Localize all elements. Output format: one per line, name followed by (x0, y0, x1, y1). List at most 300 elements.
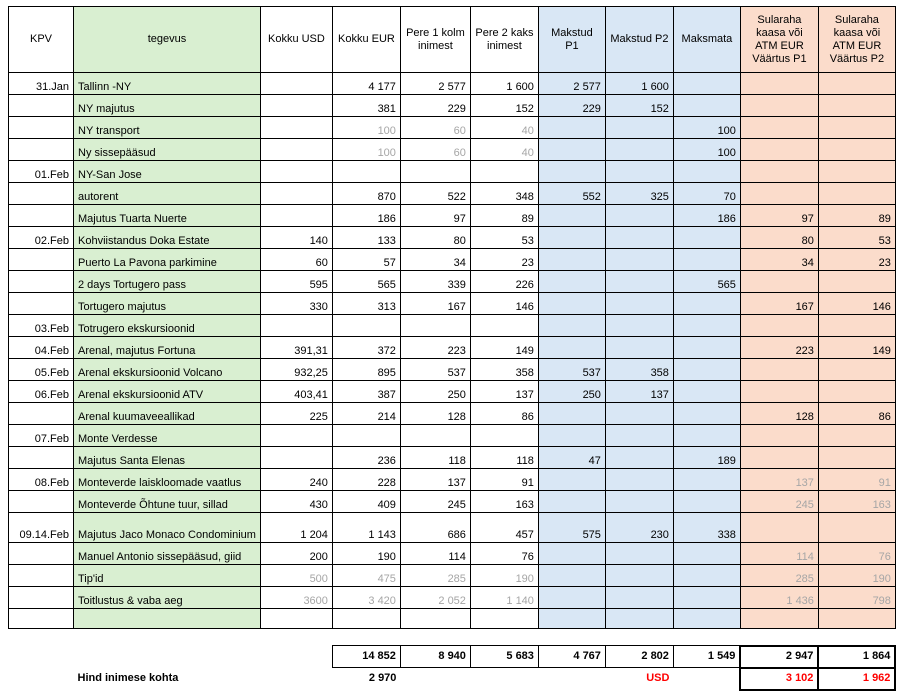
cell-p1[interactable]: 97 (400, 205, 470, 227)
cell-mp1[interactable] (538, 543, 605, 565)
cell-maksmata[interactable] (673, 609, 740, 629)
cell-sp2[interactable] (818, 95, 895, 117)
cell-eur[interactable]: 475 (332, 565, 400, 587)
cell-mp1[interactable] (538, 161, 605, 183)
cell-p2[interactable]: 358 (470, 359, 538, 381)
cell-eur[interactable]: 186 (332, 205, 400, 227)
cell-sp1[interactable]: 137 (740, 469, 818, 491)
cell-p2[interactable] (470, 425, 538, 447)
cell-maksmata[interactable] (673, 293, 740, 315)
cell-tegevus[interactable]: 2 days Tortugero pass (74, 271, 261, 293)
cell-p2[interactable]: 76 (470, 543, 538, 565)
cell-mp1[interactable]: 537 (538, 359, 605, 381)
cell-tegevus[interactable]: Manuel Antonio sissepääsud, giid (74, 543, 261, 565)
cell-sp1[interactable] (740, 139, 818, 161)
cell-tegevus[interactable]: Majutus Jaco Monaco Condominium (74, 513, 261, 543)
total-pere1[interactable]: 8 940 (400, 646, 470, 668)
cell-sp2[interactable] (818, 117, 895, 139)
cell-sp1[interactable] (740, 117, 818, 139)
cell-p1[interactable]: 128 (400, 403, 470, 425)
cell-mp2[interactable]: 152 (605, 95, 673, 117)
cell-eur[interactable]: 3 420 (332, 587, 400, 609)
header-kokku-usd[interactable]: Kokku USD (260, 7, 332, 73)
cell-usd[interactable]: 240 (260, 469, 332, 491)
cell-usd[interactable] (260, 447, 332, 469)
cell-sp2[interactable]: 91 (818, 469, 895, 491)
cell-kpv[interactable]: 05.Feb (9, 359, 74, 381)
cell-mp2[interactable] (605, 249, 673, 271)
cell-mp1[interactable] (538, 609, 605, 629)
cell-mp1[interactable]: 47 (538, 447, 605, 469)
cell-kpv[interactable] (9, 587, 74, 609)
cell-eur[interactable]: 1 143 (332, 513, 400, 543)
cell-mp1[interactable] (538, 293, 605, 315)
cell-eur[interactable] (332, 161, 400, 183)
cell-sp1[interactable] (740, 513, 818, 543)
cell-usd[interactable]: 1 204 (260, 513, 332, 543)
cell-usd[interactable]: 330 (260, 293, 332, 315)
cell-maksmata[interactable] (673, 73, 740, 95)
cell-p1[interactable]: 245 (400, 491, 470, 513)
cell-sp1[interactable]: 114 (740, 543, 818, 565)
cell-mp2[interactable] (605, 117, 673, 139)
cell-p1[interactable]: 34 (400, 249, 470, 271)
cell-mp2[interactable] (605, 565, 673, 587)
cell-maksmata[interactable] (673, 425, 740, 447)
cell-kpv[interactable]: 08.Feb (9, 469, 74, 491)
cell-kpv[interactable] (9, 183, 74, 205)
cell-kpv[interactable] (9, 139, 74, 161)
cell-eur[interactable]: 372 (332, 337, 400, 359)
cell-sp2[interactable] (818, 315, 895, 337)
cell-mp2[interactable] (605, 587, 673, 609)
cell-p2[interactable]: 40 (470, 117, 538, 139)
cell-usd[interactable]: 932,25 (260, 359, 332, 381)
cell-sp1[interactable] (740, 315, 818, 337)
cell-sp1[interactable] (740, 447, 818, 469)
cell-sp2[interactable] (818, 139, 895, 161)
header-makstud-p2[interactable]: Makstud P2 (605, 7, 673, 73)
cell-sp1[interactable]: 97 (740, 205, 818, 227)
cell-sp1[interactable]: 167 (740, 293, 818, 315)
cell-p2[interactable]: 23 (470, 249, 538, 271)
cell-sp2[interactable]: 190 (818, 565, 895, 587)
cell-usd[interactable] (260, 73, 332, 95)
cell-eur[interactable] (332, 425, 400, 447)
cell-mp1[interactable]: 552 (538, 183, 605, 205)
cell-maksmata[interactable] (673, 587, 740, 609)
cell-eur[interactable]: 214 (332, 403, 400, 425)
cell-p2[interactable]: 149 (470, 337, 538, 359)
cell-p2[interactable]: 86 (470, 403, 538, 425)
cell-mp2[interactable] (605, 293, 673, 315)
cell-mp1[interactable] (538, 425, 605, 447)
cell-p1[interactable]: 80 (400, 227, 470, 249)
cell-sp1[interactable]: 34 (740, 249, 818, 271)
cell-eur[interactable]: 895 (332, 359, 400, 381)
cell-mp2[interactable] (605, 161, 673, 183)
cell-kpv[interactable] (9, 293, 74, 315)
cell-mp2[interactable] (605, 543, 673, 565)
cell-p1[interactable]: 114 (400, 543, 470, 565)
total-eur[interactable]: 14 852 (332, 646, 400, 668)
cell-p1[interactable]: 339 (400, 271, 470, 293)
cell-p1[interactable]: 2 052 (400, 587, 470, 609)
header-kpv[interactable]: KPV (9, 7, 74, 73)
cell-sp1[interactable]: 128 (740, 403, 818, 425)
cell-kpv[interactable]: 03.Feb (9, 315, 74, 337)
cell-eur[interactable] (332, 315, 400, 337)
cell-p2[interactable]: 190 (470, 565, 538, 587)
cell-sp1[interactable] (740, 161, 818, 183)
cell-tegevus[interactable]: Arenal kuumaveeallikad (74, 403, 261, 425)
header-sularaha-p1[interactable]: Sularaha kaasa või ATM EUR Väärtus P1 (740, 7, 818, 73)
cell-mp1[interactable] (538, 469, 605, 491)
total-makstud-p1[interactable]: 4 767 (538, 646, 605, 668)
cell-kpv[interactable] (9, 491, 74, 513)
cell-p2[interactable]: 40 (470, 139, 538, 161)
cell-kpv[interactable] (9, 447, 74, 469)
cell-maksmata[interactable]: 70 (673, 183, 740, 205)
cell-tegevus[interactable]: NY majutus (74, 95, 261, 117)
cell-mp1[interactable] (538, 403, 605, 425)
cell-p2[interactable]: 1 600 (470, 73, 538, 95)
cell-tegevus[interactable]: Tortugero majutus (74, 293, 261, 315)
cell-tegevus[interactable]: Puerto La Pavona parkimine (74, 249, 261, 271)
cell-mp1[interactable]: 2 577 (538, 73, 605, 95)
cell-tegevus[interactable]: NY transport (74, 117, 261, 139)
cell-mp2[interactable]: 325 (605, 183, 673, 205)
cell-p1[interactable]: 229 (400, 95, 470, 117)
cell-eur[interactable]: 57 (332, 249, 400, 271)
cell-usd[interactable] (260, 315, 332, 337)
cell-usd[interactable]: 595 (260, 271, 332, 293)
cell-maksmata[interactable] (673, 491, 740, 513)
cell-mp2[interactable] (605, 491, 673, 513)
cell-sp2[interactable]: 76 (818, 543, 895, 565)
cell-p1[interactable]: 223 (400, 337, 470, 359)
cell-mp2[interactable]: 230 (605, 513, 673, 543)
cell-sp1[interactable] (740, 73, 818, 95)
cell-usd[interactable] (260, 139, 332, 161)
header-pere1[interactable]: Pere 1 kolm inimest (400, 7, 470, 73)
cell-p1[interactable]: 60 (400, 117, 470, 139)
cell-p1[interactable] (400, 609, 470, 629)
per-person-sularaha-p2[interactable]: 1 962 (818, 668, 895, 690)
cell-mp1[interactable] (538, 205, 605, 227)
cell-kpv[interactable] (9, 565, 74, 587)
cell-eur[interactable] (332, 609, 400, 629)
cell-sp1[interactable] (740, 425, 818, 447)
cell-tegevus[interactable]: Tip'id (74, 565, 261, 587)
cell-usd[interactable]: 200 (260, 543, 332, 565)
cell-mp2[interactable] (605, 425, 673, 447)
cell-eur[interactable]: 565 (332, 271, 400, 293)
cell-maksmata[interactable]: 100 (673, 139, 740, 161)
cell-mp2[interactable] (605, 227, 673, 249)
cell-eur[interactable]: 190 (332, 543, 400, 565)
cell-mp2[interactable] (605, 337, 673, 359)
cell-eur[interactable]: 870 (332, 183, 400, 205)
header-tegevus[interactable]: tegevus (74, 7, 261, 73)
cell-sp1[interactable] (740, 359, 818, 381)
cell-tegevus[interactable]: NY-San Jose (74, 161, 261, 183)
cell-eur[interactable]: 4 177 (332, 73, 400, 95)
cell-kpv[interactable] (9, 249, 74, 271)
cell-mp1[interactable] (538, 587, 605, 609)
cell-kpv[interactable]: 02.Feb (9, 227, 74, 249)
total-sularaha-p2[interactable]: 1 864 (818, 646, 895, 668)
cell-sp1[interactable] (740, 183, 818, 205)
cell-sp2[interactable]: 89 (818, 205, 895, 227)
cell-maksmata[interactable]: 338 (673, 513, 740, 543)
cell-maksmata[interactable] (673, 403, 740, 425)
cell-mp2[interactable] (605, 139, 673, 161)
totals-row (9, 646, 896, 668)
cell-p1[interactable]: 250 (400, 381, 470, 403)
cell-usd[interactable] (260, 425, 332, 447)
cell-mp2[interactable] (605, 403, 673, 425)
cell-mp1[interactable] (538, 565, 605, 587)
cell-tegevus[interactable]: Kohviistandus Doka Estate (74, 227, 261, 249)
cell-maksmata[interactable] (673, 95, 740, 117)
cell-tegevus[interactable]: Toitlustus & vaba aeg (74, 587, 261, 609)
cell-tegevus[interactable]: Monteverde Õhtune tuur, sillad (74, 491, 261, 513)
cell-usd[interactable]: 60 (260, 249, 332, 271)
cell-sp1[interactable] (740, 609, 818, 629)
cell-p2[interactable] (470, 609, 538, 629)
cell-sp2[interactable]: 86 (818, 403, 895, 425)
cell-kpv[interactable]: 31.Jan (9, 73, 74, 95)
cell-p1[interactable]: 2 577 (400, 73, 470, 95)
cell-maksmata[interactable] (673, 543, 740, 565)
total-pere2[interactable]: 5 683 (470, 646, 538, 668)
cell-tegevus[interactable]: Totrugero ekskursioonid (74, 315, 261, 337)
cell-maksmata[interactable]: 565 (673, 271, 740, 293)
cell-p2[interactable]: 152 (470, 95, 538, 117)
per-person-sularaha-p1[interactable]: 3 102 (740, 668, 818, 690)
cell-kpv[interactable] (9, 403, 74, 425)
cell-usd[interactable]: 3600 (260, 587, 332, 609)
cell-mp1[interactable] (538, 271, 605, 293)
cell-usd[interactable] (260, 609, 332, 629)
cell-mp1[interactable] (538, 337, 605, 359)
cell-usd[interactable] (260, 205, 332, 227)
cell-sp2[interactable] (818, 447, 895, 469)
cell-sp2[interactable] (818, 271, 895, 293)
cell-kpv[interactable]: 09.14.Feb (9, 513, 74, 543)
cell-p2[interactable]: 348 (470, 183, 538, 205)
cell-mp1[interactable] (538, 227, 605, 249)
header-maksmata[interactable]: Maksmata (673, 7, 740, 73)
cell-sp2[interactable] (818, 513, 895, 543)
cell-mp1[interactable]: 575 (538, 513, 605, 543)
cell-sp1[interactable] (740, 381, 818, 403)
cell-tegevus[interactable]: Tallinn -NY (74, 73, 261, 95)
cell-mp2[interactable]: 1 600 (605, 73, 673, 95)
cell-kpv[interactable] (9, 95, 74, 117)
cell-sp2[interactable] (818, 359, 895, 381)
cell-sp2[interactable]: 53 (818, 227, 895, 249)
cell-sp2[interactable] (818, 73, 895, 95)
cell-sp1[interactable]: 1 436 (740, 587, 818, 609)
cell-usd[interactable] (260, 95, 332, 117)
cell-kpv[interactable]: 01.Feb (9, 161, 74, 183)
cell-mp1[interactable] (538, 249, 605, 271)
cell-kpv[interactable] (9, 205, 74, 227)
cell-p2[interactable]: 89 (470, 205, 538, 227)
cell-p1[interactable]: 285 (400, 565, 470, 587)
cell-maksmata[interactable] (673, 249, 740, 271)
cell-eur[interactable]: 409 (332, 491, 400, 513)
cell-mp1[interactable]: 229 (538, 95, 605, 117)
cell-usd[interactable]: 500 (260, 565, 332, 587)
cell-p1[interactable]: 686 (400, 513, 470, 543)
cell-maksmata[interactable] (673, 315, 740, 337)
header-sularaha-p2[interactable]: Sularaha kaasa või ATM EUR Väärtus P2 (818, 7, 895, 73)
cell-maksmata[interactable] (673, 565, 740, 587)
cell-usd[interactable]: 391,31 (260, 337, 332, 359)
cell-mp1[interactable]: 250 (538, 381, 605, 403)
cell-p2[interactable]: 53 (470, 227, 538, 249)
cell-p1[interactable] (400, 315, 470, 337)
cell-sp2[interactable] (818, 381, 895, 403)
cell-mp2[interactable] (605, 469, 673, 491)
cell-sp2[interactable] (818, 425, 895, 447)
total-sularaha-p1[interactable]: 2 947 (740, 646, 818, 668)
cell-p2[interactable]: 146 (470, 293, 538, 315)
cell-p2[interactable]: 163 (470, 491, 538, 513)
cell-sp2[interactable]: 163 (818, 491, 895, 513)
cell-tegevus[interactable]: autorent (74, 183, 261, 205)
cell-eur[interactable]: 381 (332, 95, 400, 117)
cell-maksmata[interactable]: 189 (673, 447, 740, 469)
cell-eur[interactable]: 236 (332, 447, 400, 469)
cell-mp2[interactable]: 358 (605, 359, 673, 381)
cell-tegevus[interactable] (74, 609, 261, 629)
cell-eur[interactable]: 133 (332, 227, 400, 249)
cell-sp2[interactable] (818, 609, 895, 629)
cell-tegevus[interactable]: Ny sissepääsud (74, 139, 261, 161)
cell-sp2[interactable]: 149 (818, 337, 895, 359)
cell-sp1[interactable]: 223 (740, 337, 818, 359)
cell-tegevus[interactable]: Monteverde laiskloomade vaatlus (74, 469, 261, 491)
cell-mp2[interactable] (605, 315, 673, 337)
cell-p2[interactable]: 91 (470, 469, 538, 491)
cell-tegevus[interactable]: Monte Verdesse (74, 425, 261, 447)
cell-mp2[interactable] (605, 271, 673, 293)
cell-maksmata[interactable] (673, 161, 740, 183)
cell-kpv[interactable] (9, 271, 74, 293)
cell-kpv[interactable]: 04.Feb (9, 337, 74, 359)
cell-p1[interactable]: 137 (400, 469, 470, 491)
cell-sp1[interactable]: 285 (740, 565, 818, 587)
cell-sp2[interactable]: 23 (818, 249, 895, 271)
cell-usd[interactable] (260, 161, 332, 183)
cell-kpv[interactable]: 06.Feb (9, 381, 74, 403)
cell-maksmata[interactable]: 100 (673, 117, 740, 139)
cell-kpv[interactable] (9, 609, 74, 629)
per-person-eur[interactable]: 2 970 (368, 672, 397, 685)
cell-mp1[interactable] (538, 491, 605, 513)
cell-maksmata[interactable] (673, 469, 740, 491)
cell-maksmata[interactable] (673, 381, 740, 403)
cell-maksmata[interactable]: 186 (673, 205, 740, 227)
header-kokku-eur[interactable]: Kokku EUR (332, 7, 400, 73)
per-person-label[interactable]: Hind inimese kohta (77, 672, 179, 684)
cell-p1[interactable] (400, 161, 470, 183)
cell-maksmata[interactable] (673, 337, 740, 359)
cell-sp2[interactable]: 146 (818, 293, 895, 315)
cell-tegevus[interactable]: Arenal, majutus Fortuna (74, 337, 261, 359)
cell-tegevus[interactable]: Majutus Santa Elenas (74, 447, 261, 469)
cell-p1[interactable]: 537 (400, 359, 470, 381)
cell-sp2[interactable] (818, 183, 895, 205)
cell-sp1[interactable] (740, 271, 818, 293)
per-person-currency[interactable]: USD (646, 672, 670, 685)
cell-p2[interactable]: 226 (470, 271, 538, 293)
cell-usd[interactable]: 140 (260, 227, 332, 249)
cell-p1[interactable]: 522 (400, 183, 470, 205)
cell-eur[interactable]: 228 (332, 469, 400, 491)
cell-eur[interactable]: 100 (332, 139, 400, 161)
cell-maksmata[interactable] (673, 227, 740, 249)
cell-p1[interactable] (400, 425, 470, 447)
cell-sp1[interactable]: 245 (740, 491, 818, 513)
cell-tegevus[interactable]: Arenal ekskursioonid ATV (74, 381, 261, 403)
cell-p2[interactable]: 457 (470, 513, 538, 543)
cell-usd[interactable]: 430 (260, 491, 332, 513)
cell-mp1[interactable] (538, 139, 605, 161)
cell-p2[interactable] (470, 161, 538, 183)
cell-mp1[interactable] (538, 315, 605, 337)
cell-usd[interactable] (260, 117, 332, 139)
cell-usd[interactable]: 403,41 (260, 381, 332, 403)
header-makstud-p1[interactable]: Makstud P1 (538, 7, 605, 73)
cell-mp2[interactable]: 137 (605, 381, 673, 403)
cell-p2[interactable]: 1 140 (470, 587, 538, 609)
cell-p2[interactable]: 118 (470, 447, 538, 469)
cell-kpv[interactable] (9, 117, 74, 139)
cell-p1[interactable]: 60 (400, 139, 470, 161)
cell-tegevus[interactable]: Arenal ekskursioonid Volcano (74, 359, 261, 381)
cell-mp2[interactable] (605, 609, 673, 629)
cell-tegevus[interactable]: Majutus Tuarta Nuerte (74, 205, 261, 227)
cell-p1[interactable]: 118 (400, 447, 470, 469)
cell-kpv[interactable]: 07.Feb (9, 425, 74, 447)
cell-sp1[interactable] (740, 95, 818, 117)
cell-p2[interactable] (470, 315, 538, 337)
cell-sp1[interactable]: 80 (740, 227, 818, 249)
cell-mp2[interactable] (605, 205, 673, 227)
cell-eur[interactable]: 100 (332, 117, 400, 139)
cell-mp2[interactable] (605, 447, 673, 469)
cell-maksmata[interactable] (673, 359, 740, 381)
cell-usd[interactable] (260, 183, 332, 205)
cell-eur[interactable]: 313 (332, 293, 400, 315)
cell-kpv[interactable] (9, 543, 74, 565)
total-maksmata[interactable]: 1 549 (673, 646, 740, 668)
cell-mp1[interactable] (538, 117, 605, 139)
cell-eur[interactable]: 387 (332, 381, 400, 403)
header-pere2[interactable]: Pere 2 kaks inimest (470, 7, 538, 73)
cell-sp2[interactable] (818, 161, 895, 183)
cell-p1[interactable]: 167 (400, 293, 470, 315)
total-makstud-p2[interactable]: 2 802 (605, 646, 673, 668)
cell-usd[interactable]: 225 (260, 403, 332, 425)
cell-sp2[interactable]: 798 (818, 587, 895, 609)
cell-p2[interactable]: 137 (470, 381, 538, 403)
